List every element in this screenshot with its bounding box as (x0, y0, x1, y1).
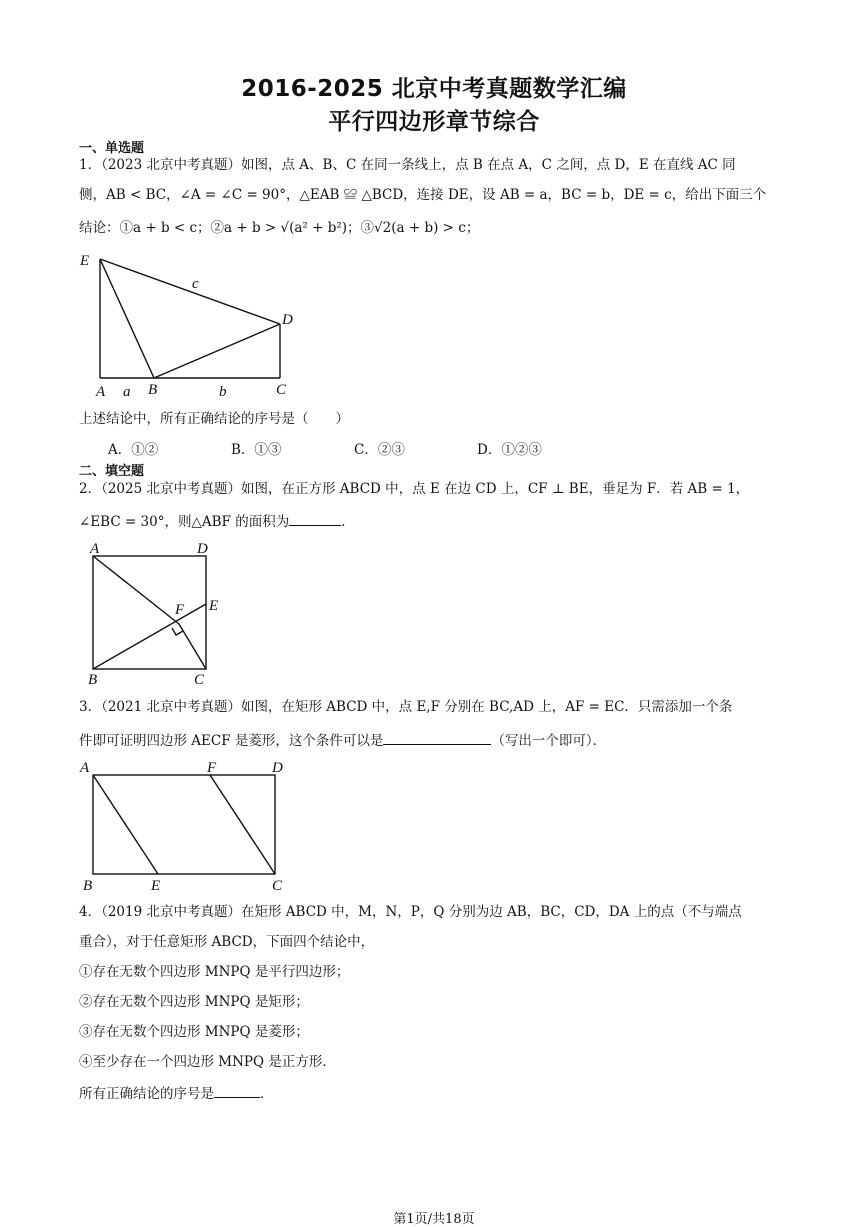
q4-item-4: ④至少存在一个四边形 MNPQ 是正方形． (79, 1054, 336, 1070)
q1-source: （2023 北京中考真题） (101, 157, 241, 173)
q2-label-B: B (88, 672, 98, 688)
q3-number: 3． (79, 699, 102, 715)
q2-label-D: D (197, 541, 208, 557)
q2-segment-FC (179, 624, 206, 669)
q2-number: 2． (79, 481, 102, 497)
q3-segment-AE (93, 775, 158, 874)
q2-answer-blank[interactable] (289, 511, 341, 526)
q4-number: 4． (79, 904, 102, 920)
q1-option-c: C．②③ (354, 442, 405, 458)
q1-label-b: b (219, 384, 227, 400)
q1-label-a: a (123, 384, 131, 400)
q4-item-2: ②存在无数个四边形 MNPQ 是矩形； (79, 994, 309, 1010)
q1-label-c: c (192, 276, 199, 292)
q3-label-E: E (151, 878, 161, 894)
q4-source: （2019 北京中考真题） (101, 904, 241, 920)
q1-label-D: D (282, 312, 293, 328)
q2-line2 (79, 511, 355, 531)
q1-text-line1: 如图，点 A、B、C 在同一条线上，点 B 在点 A，C 之间，点 D，E 在直线 AC 同 (241, 157, 736, 173)
q4-line1 (79, 903, 742, 921)
q1-line1 (79, 156, 736, 174)
q1-option-a: A．①② (108, 442, 159, 458)
q2-text-line1: 如图，在正方形 ABCD 中，点 E 在边 CD 上，CF ⊥ BE，垂足为 F．若 AB = 1， (241, 481, 750, 497)
q3-line2-end: （写出一个即可）． (491, 733, 607, 749)
q3-text-line1: 如图，在矩形 ABCD 中，点 E,F 分别在 BC,AD 上，AF = EC．只需添加一个条 (241, 699, 733, 715)
q3-rectangle-ABCD (93, 775, 275, 874)
q3-source: （2021 北京中考真题） (101, 699, 241, 715)
q2-text-line2: ∠EBC = 30°，则△ABF 的面积为 (79, 514, 290, 530)
q4-item-1: ①存在无数个四边形 MNPQ 是平行四边形； (79, 964, 350, 980)
section-heading-single-choice: 一、单选题 (79, 141, 145, 156)
q3-label-C: C (272, 878, 283, 894)
page-footer: 第1页/共18页 (393, 1212, 475, 1227)
q1-segment-ED (100, 259, 280, 324)
q1-segment-EB (100, 259, 154, 378)
section-heading-fill-blank: 二、填空题 (79, 464, 145, 479)
q3-line2 (79, 730, 606, 750)
q2-segment-AF (93, 556, 179, 624)
q4-line2: 重合），对于任意矩形 ABCD，下面四个结论中， (79, 934, 375, 950)
q1-label-E: E (80, 253, 90, 269)
q2-line1 (79, 480, 749, 498)
q1-line3: 结论：①a + b < c；②a + b > √(a² + b²)；③√2(a + b) > c； (79, 220, 480, 236)
q4-answer-blank[interactable] (214, 1083, 260, 1098)
q2-square-ABCD (93, 556, 206, 669)
q3-segment-FC (210, 775, 275, 874)
q1-option-d: D．①②③ (477, 442, 542, 458)
q3-label-A: A (80, 760, 90, 776)
q1-ask: 上述结论中，所有正确结论的序号是（ ） (79, 411, 349, 427)
q1-figure (76, 248, 306, 400)
q1-label-B: B (148, 382, 158, 398)
q2-label-E: E (209, 598, 219, 614)
q2-label-C: C (194, 672, 205, 688)
q4-text-line1: 在矩形 ABCD 中，M，N，P，Q 分别为边 AB，BC，CD，DA 上的点（不与端点 (241, 904, 742, 920)
q3-text-line2: 件即可证明四边形 AECF 是菱形，这个条件可以是 (79, 733, 384, 749)
q4-item-3: ③存在无数个四边形 MNPQ 是菱形； (79, 1024, 309, 1040)
q2-line2-end: ． (341, 514, 355, 530)
q2-label-A: A (90, 541, 100, 557)
q1-segment-BD (154, 324, 280, 378)
q2-label-F: F (175, 602, 185, 618)
q3-line1 (79, 698, 732, 716)
q4-ask (79, 1083, 274, 1103)
q2-segment-BE (93, 604, 206, 669)
q3-figure (76, 755, 301, 895)
q2-source: （2025 北京中考真题） (101, 481, 241, 497)
q3-answer-blank[interactable] (383, 730, 491, 745)
q2-figure (84, 538, 234, 688)
q3-label-B: B (83, 878, 93, 894)
q4-ask-end: ． (260, 1086, 274, 1102)
q1-label-A: A (96, 384, 106, 400)
q1-number: 1． (79, 157, 102, 173)
q1-option-b: B．①③ (231, 442, 282, 458)
q3-label-F: F (207, 760, 217, 776)
q4-ask-text: 所有正确结论的序号是 (79, 1086, 214, 1102)
q1-line2: 侧，AB < BC，∠A = ∠C = 90°，△EAB ≌ △BCD，连接 DE，设 AB = a，BC = b，DE = c，给出下面三个 (79, 187, 767, 203)
q3-label-D: D (272, 760, 283, 776)
document-title: 2016-2025 北京中考真题数学汇编 (241, 76, 627, 102)
document-subtitle: 平行四边形章节综合 (328, 109, 540, 135)
q1-label-C: C (276, 382, 287, 398)
